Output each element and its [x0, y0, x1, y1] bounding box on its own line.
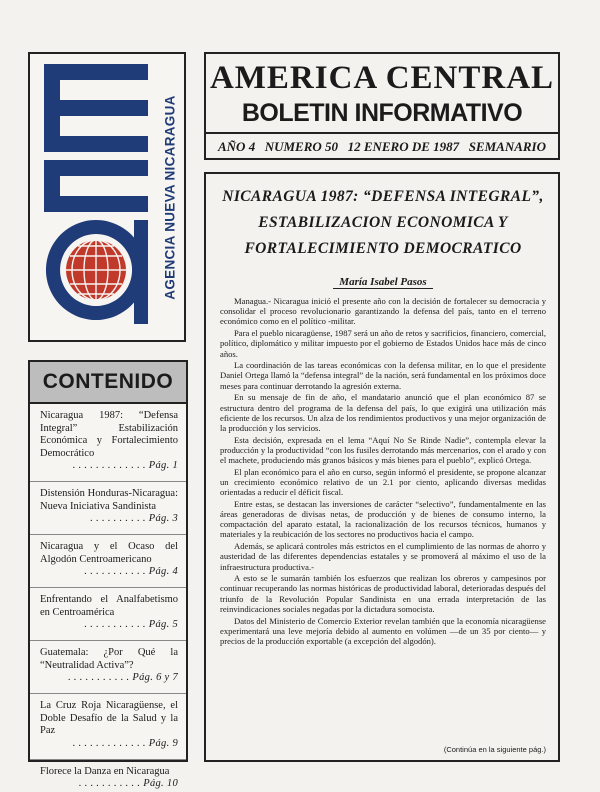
- masthead: [204, 52, 560, 160]
- article-paragraph: Para el pueblo nicaragüense, 1987 será un año de retos y sacrificios, financiero, comercial, político, diplomático y militar impuesto por el gobierno de Estados Unidos hace más de cinco años.: [220, 328, 546, 359]
- toc-divider: [30, 759, 186, 760]
- toc-entry[interactable]: [40, 410, 178, 472]
- toc-entry-page: . . . . . . . . . . . Pág. 5: [84, 619, 178, 630]
- toc-entry-page: . . . . . . . . . . . . . Pág. 9: [72, 737, 178, 749]
- article-headline: NICARAGUA 1987: “DEFENSA INTEGRAL”, ESTABILIZACION ECONOMICA Y FORTALECIMIENTO DEMOCRATICO: [222, 188, 544, 257]
- agency-logo: [28, 52, 186, 342]
- publication-title: AMERICA CENTRAL: [209, 60, 555, 96]
- toc-entry[interactable]: [40, 488, 178, 525]
- article-paragraph: A esto se le sumarán también los esfuerzos que realizan los obreros y campesinos por continuar recuperando las normas históricas de productividad laboral, deterioradas después del triunfo de la Revolución Popular Sandinista en una errada interpretación de las reinvindicaciones sociales negadas por la dictadura somocista.: [220, 573, 546, 614]
- toc-divider: [30, 481, 186, 482]
- toc-entry-page: . . . . . . . . . . . Pág. 10: [78, 778, 178, 789]
- toc-entry-title: Enfrentando el Analfabetismo en Centroamérica: [40, 594, 178, 618]
- toc-entry-page: . . . . . . . . . . . . . Pág. 1: [72, 460, 178, 471]
- issue-date: 12 ENERO DE 1987: [347, 139, 460, 154]
- table-of-contents: [28, 360, 188, 789]
- article-paragraph: En su mensaje de fin de año, el mandatario anunció que el plan económico 87 se estructura dentro del programa de la defensa del país, lo que exigirá una utilización más eficiente de los recursos. Un alza de los rendimientos productivos y una mejor organización de la producción y los servicios.: [220, 392, 546, 433]
- toc-entry[interactable]: [40, 541, 178, 578]
- toc-entry-title: Guatemala: ¿Por Qué la “Neutralidad Activa”?: [40, 647, 178, 671]
- toc-entry-title: Distensión Honduras-Nicaragua: Nueva Iniciativa Sandinista: [40, 488, 178, 512]
- publication-subtitle: BOLETIN INFORMATIVO: [241, 99, 523, 127]
- toc-entry-title: Nicaragua y el Ocaso del Algodón Centroamericano: [40, 541, 178, 565]
- toc-divider: [30, 693, 186, 694]
- toc-entry[interactable]: [40, 700, 178, 750]
- toc-divider: [30, 587, 186, 588]
- agency-name: AGENCIA NUEVA NICARAGUA: [162, 94, 178, 300]
- article-paragraph: Esta decisión, expresada en el lema “Aquí No Se Rinde Nadie”, contempla elevar la producción y la productividad “con los fusiles derrotando más mercenarios, con el arado y con el machete, produciendo más granos básicos y más bienes para el pueblo”, explicó Ortega.: [220, 434, 546, 466]
- toc-entry-title: Florece la Danza en Nicaragua: [40, 765, 170, 777]
- author-name: María Isabel Pasos: [333, 276, 432, 289]
- article-paragraph: Además, se aplicará controles más estrictos en el cumplimiento de las normas de ahorro y austeridad de las diferentes dependencias estatales y se promoverá al máximo el uso de la infraestructura productiva.-: [220, 541, 546, 572]
- article-paragraph: La coordinación de las tareas económicas con la defensa militar, en lo que el presidente Daniel Ortega llamó la “defensa integral” de la nación, será fundamental en los próximos doce meses para continuar derrotando la agresión externa.: [220, 360, 546, 391]
- issue-info: [206, 134, 558, 155]
- globe-icon: [66, 240, 126, 300]
- toc-entry-title: Nicaragua 1987: “Defensa Integral” Estabilización Económica y Fortalecimiento Democrático: [40, 410, 178, 459]
- toc-entry-page: . . . . . . . . . . . Pág. 6 y 7: [68, 672, 178, 683]
- article-body: [220, 296, 546, 646]
- toc-divider: [30, 534, 186, 535]
- anm-logo-icon: [36, 60, 156, 336]
- article-byline: [220, 272, 546, 290]
- toc-divider: [30, 640, 186, 641]
- article-paragraph: El plan económico para el año en curso, según informó el presidente, se propone alcanzar un crecimiento económico relativo de un 2.1 por ciento, aplicando diversas medidas orientadas a reducir el déficit fiscal.: [220, 466, 546, 498]
- toc-entry[interactable]: [40, 594, 178, 631]
- article-paragraph: Entre estas, se destacan las inversiones de carácter “selectivo”, fundamentalmente en las áreas generadoras de divisas netas, de producción y de bienes de consumo interno, la compactación del aparato estatal, la racionalización de los recursos técnicos, humanos y materiales y la reubicación de los sectores no productivos hacia el campo.: [220, 498, 546, 540]
- contents-heading: CONTENIDO: [30, 362, 186, 404]
- toc-entry[interactable]: [40, 647, 178, 684]
- issue-year: AÑO 4: [218, 139, 256, 154]
- issue-frequency: SEMANARIO: [468, 139, 546, 154]
- issue-number: NUMERO 50: [264, 139, 339, 154]
- toc-entry-page: . . . . . . . . . . Pág. 3: [90, 513, 178, 524]
- continued-note: (Continúa en la siguiente pág.): [443, 745, 546, 754]
- article-paragraph: Datos del Ministerio de Comercio Exterior revelan también que la economía nicaragüense experimentará una leve mejoría debido al aumento en volúmen —de un 35 por ciento— y precios de la producción exportable (a excepción del algodón).: [220, 615, 546, 646]
- toc-entry-title: La Cruz Roja Nicaragüense, el Doble Desafío de la Salud y la Paz: [40, 700, 178, 736]
- lead-article: [204, 172, 560, 762]
- toc-entry[interactable]: [40, 766, 178, 791]
- article-paragraph: Managua.- Nicaragua inició el presente año con la decisión de fortalecer su democracia y consolidar el proceso revolucionario garantizando la defensa del país, tanto en el terreno económico como en el político -militar.: [220, 296, 546, 327]
- toc-entry-page: . . . . . . . . . . . Pág. 4: [84, 566, 178, 577]
